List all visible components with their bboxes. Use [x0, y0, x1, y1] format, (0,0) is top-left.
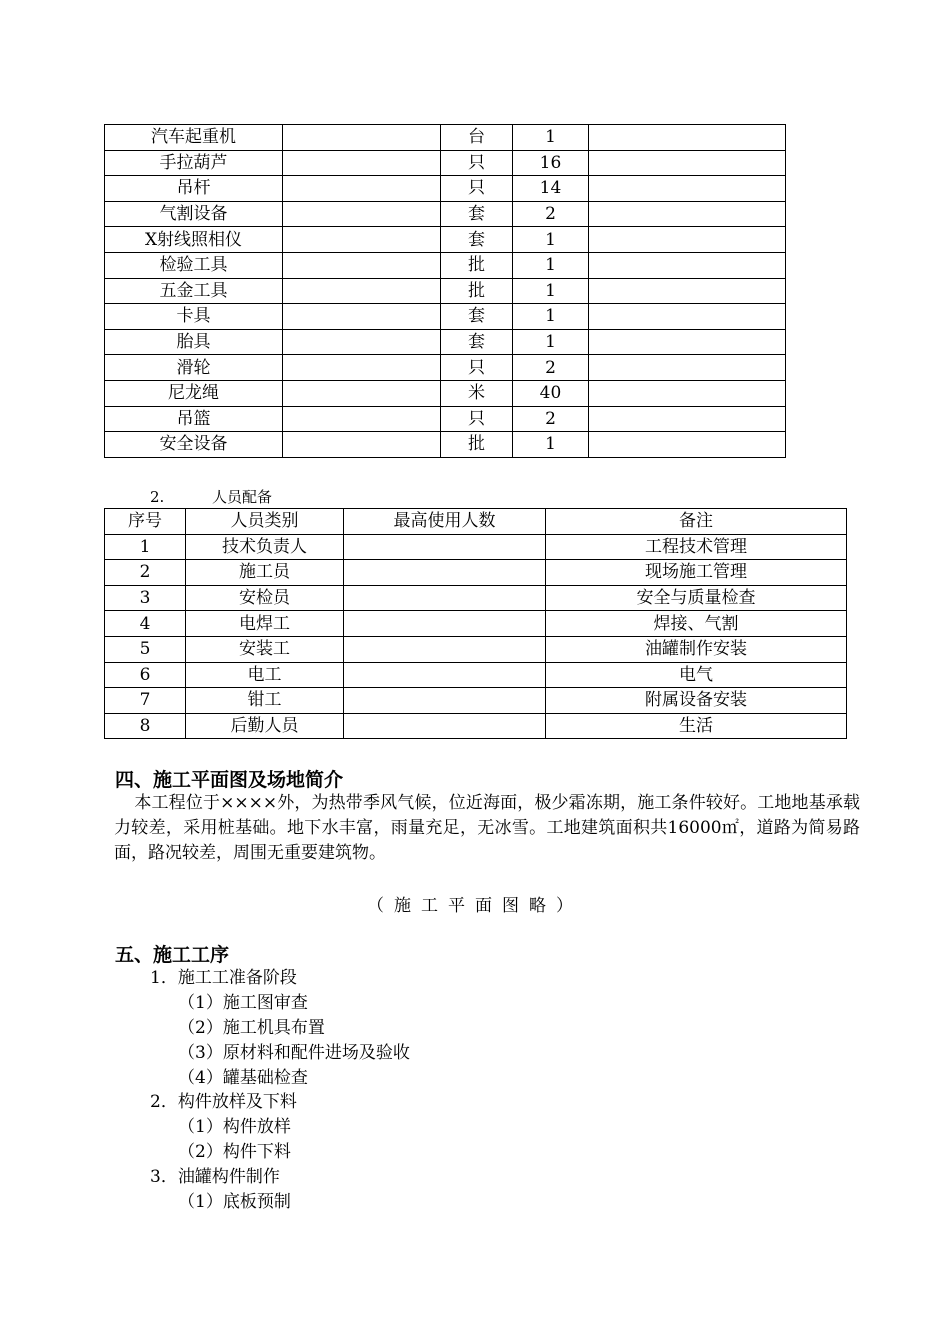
staff-note: 工程技术管理 — [546, 534, 847, 560]
staff-max — [344, 662, 546, 688]
equipment-note — [589, 304, 786, 330]
equipment-note — [589, 150, 786, 176]
staff-max — [344, 713, 546, 739]
table-row — [105, 227, 786, 253]
table-row — [105, 636, 847, 662]
equipment-note — [589, 406, 786, 432]
staff-no: 4 — [105, 611, 186, 637]
equipment-note — [589, 252, 786, 278]
staff-note: 焊接、气割 — [546, 611, 847, 637]
equipment-unit: 只 — [441, 355, 513, 381]
staff-role: 电工 — [186, 662, 344, 688]
column-header: 序号 — [105, 509, 186, 535]
staff-note: 安全与质量检查 — [546, 585, 847, 611]
equipment-name: 安全设备 — [105, 432, 283, 458]
staff-no: 3 — [105, 585, 186, 611]
staff-role: 安检员 — [186, 585, 344, 611]
equipment-unit: 批 — [441, 432, 513, 458]
equipment-qty: 1 — [513, 432, 589, 458]
process-step: 1．施工工准备阶段 — [150, 968, 297, 988]
equipment-qty: 1 — [513, 227, 589, 253]
equipment-unit: 套 — [441, 227, 513, 253]
staff-role: 安装工 — [186, 636, 344, 662]
table-row — [105, 713, 847, 739]
equipment-unit: 米 — [441, 380, 513, 406]
equipment-note — [589, 329, 786, 355]
equipment-name: 滑轮 — [105, 355, 283, 381]
table-row — [105, 329, 786, 355]
equipment-unit: 只 — [441, 150, 513, 176]
process-substep: （4）罐基础检查 — [178, 1068, 308, 1088]
staff-section-title: 人员配备 — [212, 488, 273, 506]
table-row — [105, 380, 786, 406]
table-row — [105, 406, 786, 432]
equipment-note — [589, 432, 786, 458]
staff-note: 附属设备安装 — [546, 688, 847, 714]
equipment-unit: 批 — [441, 252, 513, 278]
staff-role: 施工员 — [186, 560, 344, 586]
staff-max — [344, 534, 546, 560]
table-row — [105, 560, 847, 586]
process-substep: （2）施工机具布置 — [178, 1018, 325, 1038]
table-row — [105, 278, 786, 304]
process-step: 3．油罐构件制作 — [150, 1167, 280, 1187]
table-row — [105, 150, 786, 176]
equipment-spec — [283, 125, 441, 151]
equipment-qty: 40 — [513, 380, 589, 406]
equipment-name: 尼龙绳 — [105, 380, 283, 406]
staff-max — [344, 611, 546, 637]
staff-role: 钳工 — [186, 688, 344, 714]
equipment-qty: 1 — [513, 304, 589, 330]
staff-section-number: 2. — [150, 488, 165, 506]
equipment-table — [104, 124, 786, 458]
equipment-note — [589, 227, 786, 253]
table-row — [105, 585, 847, 611]
staff-note: 油罐制作安装 — [546, 636, 847, 662]
equipment-name: 五金工具 — [105, 278, 283, 304]
staff-max — [344, 560, 546, 586]
equipment-qty: 2 — [513, 406, 589, 432]
table-row — [105, 125, 786, 151]
equipment-qty: 2 — [513, 355, 589, 381]
process-step: 2．构件放样及下料 — [150, 1092, 297, 1112]
equipment-spec — [283, 355, 441, 381]
equipment-qty: 1 — [513, 329, 589, 355]
staff-max — [344, 636, 546, 662]
staff-no: 7 — [105, 688, 186, 714]
table-row — [105, 662, 847, 688]
equipment-note — [589, 380, 786, 406]
equipment-unit: 只 — [441, 176, 513, 202]
staff-note: 生活 — [546, 713, 847, 739]
equipment-name: 检验工具 — [105, 252, 283, 278]
equipment-name: 汽车起重机 — [105, 125, 283, 151]
table-row — [105, 611, 847, 637]
table-row — [105, 201, 786, 227]
equipment-note — [589, 201, 786, 227]
staff-section-label — [150, 486, 272, 507]
section-five-heading: 五、施工工序 — [115, 944, 230, 966]
column-header: 人员类别 — [186, 509, 344, 535]
staff-max — [344, 688, 546, 714]
equipment-spec — [283, 380, 441, 406]
staff-no: 2 — [105, 560, 186, 586]
section-four-heading: 四、施工平面图及场地简介 — [115, 769, 344, 791]
process-substep: （3）原材料和配件进场及验收 — [178, 1043, 410, 1063]
staff-max — [344, 585, 546, 611]
equipment-unit: 台 — [441, 125, 513, 151]
table-row — [105, 355, 786, 381]
equipment-spec — [283, 432, 441, 458]
equipment-name: 气割设备 — [105, 201, 283, 227]
equipment-spec — [283, 252, 441, 278]
site-plan-caption: （施工平面图略） — [367, 896, 583, 916]
equipment-spec — [283, 278, 441, 304]
table-row — [105, 304, 786, 330]
staff-no: 1 — [105, 534, 186, 560]
table-row — [105, 534, 847, 560]
equipment-qty: 2 — [513, 201, 589, 227]
equipment-unit: 只 — [441, 406, 513, 432]
staff-role: 后勤人员 — [186, 713, 344, 739]
process-substep: （1）构件放样 — [178, 1117, 291, 1137]
equipment-unit: 套 — [441, 329, 513, 355]
table-row — [105, 252, 786, 278]
equipment-spec — [283, 201, 441, 227]
equipment-spec — [283, 304, 441, 330]
equipment-note — [589, 176, 786, 202]
equipment-name: 吊杆 — [105, 176, 283, 202]
equipment-unit: 批 — [441, 278, 513, 304]
staff-no: 6 — [105, 662, 186, 688]
equipment-spec — [283, 227, 441, 253]
equipment-note — [589, 125, 786, 151]
table-row — [105, 688, 847, 714]
equipment-spec — [283, 406, 441, 432]
process-substep: （2）构件下料 — [178, 1142, 291, 1162]
table-row — [105, 176, 786, 202]
process-substep: （1）施工图审查 — [178, 993, 308, 1013]
equipment-unit: 套 — [441, 201, 513, 227]
staff-role: 技术负责人 — [186, 534, 344, 560]
site-description-paragraph: 本工程位于××××外，为热带季风气候，位近海面，极少霜冻期，施工条件较好。工地地基承载力较差，采用桩基础。地下水丰富，雨量充足，无冰雪。工地建筑面积共16000㎡，道路为简易路面，路况较差，周围无重要建筑物。 — [114, 793, 860, 863]
staff-no: 5 — [105, 636, 186, 662]
equipment-note — [589, 278, 786, 304]
equipment-qty: 1 — [513, 125, 589, 151]
table-row — [105, 432, 786, 458]
equipment-qty: 1 — [513, 278, 589, 304]
equipment-spec — [283, 329, 441, 355]
column-header: 备注 — [546, 509, 847, 535]
equipment-name: X射线照相仪 — [105, 227, 283, 253]
equipment-qty: 14 — [513, 176, 589, 202]
staff-table — [104, 508, 847, 739]
equipment-name: 胎具 — [105, 329, 283, 355]
equipment-spec — [283, 150, 441, 176]
equipment-note — [589, 355, 786, 381]
staff-no: 8 — [105, 713, 186, 739]
equipment-name: 卡具 — [105, 304, 283, 330]
equipment-qty: 16 — [513, 150, 589, 176]
table-header-row — [105, 509, 847, 535]
staff-role: 电焊工 — [186, 611, 344, 637]
staff-note: 现场施工管理 — [546, 560, 847, 586]
column-header: 最高使用人数 — [344, 509, 546, 535]
equipment-qty: 1 — [513, 252, 589, 278]
equipment-unit: 套 — [441, 304, 513, 330]
equipment-name: 手拉葫芦 — [105, 150, 283, 176]
process-substep: （1）底板预制 — [178, 1192, 291, 1212]
equipment-spec — [283, 176, 441, 202]
equipment-name: 吊篮 — [105, 406, 283, 432]
staff-note: 电气 — [546, 662, 847, 688]
